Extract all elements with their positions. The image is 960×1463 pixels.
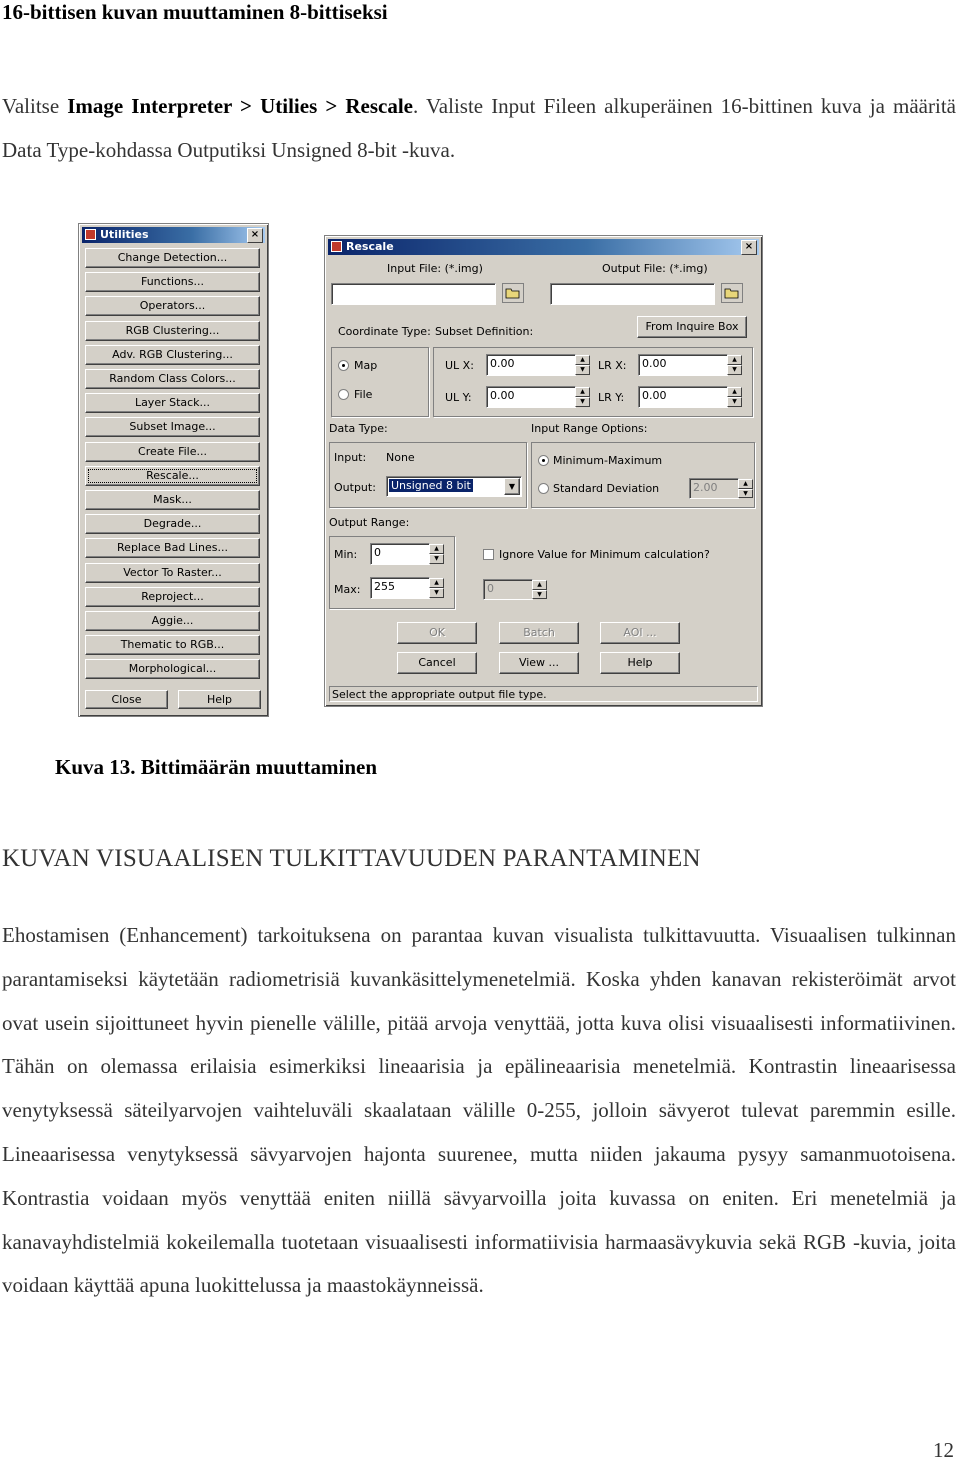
map-label: Map	[354, 359, 378, 372]
input-file-label: Input File: (*.img)	[387, 262, 483, 275]
stddev-label: Standard Deviation	[553, 482, 660, 495]
uly-input[interactable]: 0.00	[486, 386, 576, 408]
utilities-title: Utilities	[100, 228, 149, 241]
page-number: 12	[933, 1438, 954, 1462]
utilities-item-adv-rgb-clustering[interactable]: Adv. RGB Clustering...	[85, 345, 260, 365]
rescale-title: Rescale	[346, 240, 394, 253]
rescale-window	[324, 235, 763, 707]
output-file-field[interactable]	[550, 283, 715, 305]
max-label: Max:	[334, 583, 361, 596]
lrx-label: LR X:	[598, 359, 627, 372]
min-label: Min:	[334, 548, 358, 561]
lry-label: LR Y:	[598, 391, 625, 404]
section-heading: 16-bittisen kuvan muuttaminen 8-bittiseksi	[2, 0, 388, 24]
close-button[interactable]: Close	[85, 690, 168, 709]
chevron-down-icon[interactable]: ▼	[504, 478, 520, 495]
ulx-label: UL X:	[445, 359, 474, 372]
utilities-item-reproject[interactable]: Reproject...	[85, 587, 260, 607]
min-stepper[interactable]: ▲ ▼	[429, 544, 444, 564]
ok-button[interactable]: OK	[397, 622, 477, 644]
folder-open-icon[interactable]	[721, 283, 743, 303]
stddev-input[interactable]: 2.00	[689, 478, 739, 499]
output-type-selected: Unsigned 8 bit	[391, 479, 471, 492]
close-icon[interactable]: ×	[741, 240, 757, 255]
close-icon[interactable]: ×	[247, 228, 263, 243]
utilities-item-create-file[interactable]: Create File...	[85, 442, 260, 462]
lrx-input[interactable]: 0.00	[638, 354, 728, 376]
lry-stepper[interactable]: ▲ ▼	[727, 387, 742, 407]
max-stepper[interactable]: ▲ ▼	[429, 578, 444, 598]
utilities-item-mask[interactable]: Mask...	[85, 490, 260, 510]
menu-path: Image Interpreter > Utilies > Rescale	[67, 94, 414, 118]
input-file-field[interactable]	[331, 283, 496, 305]
ulx-stepper[interactable]: ▲ ▼	[575, 355, 590, 375]
figure-caption: Kuva 13. Bittimäärän muuttaminen	[55, 755, 378, 779]
intro-paragraph	[2, 84, 956, 172]
utilities-item-replace-bad-lines[interactable]: Replace Bad Lines...	[85, 538, 260, 558]
input-range-label: Input Range Options:	[531, 422, 648, 435]
aoi-button[interactable]: AOI ...	[600, 622, 680, 644]
status-bar: Select the appropriate output file type.	[329, 686, 758, 702]
utilities-window	[78, 223, 269, 717]
input-type-value: None	[386, 451, 415, 464]
output-label: Output:	[334, 481, 376, 494]
utilities-item-aggie[interactable]: Aggie...	[85, 611, 260, 631]
rescale-titlebar	[328, 239, 759, 255]
app-icon	[331, 241, 342, 252]
ignore-value-label: Ignore Value for Minimum calculation?	[499, 548, 710, 561]
help-button[interactable]: Help	[600, 652, 680, 674]
utilities-item-vector-to-raster[interactable]: Vector To Raster...	[85, 563, 260, 583]
uly-label: UL Y:	[445, 391, 472, 404]
utilities-item-change-detection[interactable]: Change Detection...	[85, 248, 260, 268]
lrx-stepper[interactable]: ▲ ▼	[727, 355, 742, 375]
batch-button[interactable]: Batch	[499, 622, 579, 644]
utilities-item-operators[interactable]: Operators...	[85, 296, 260, 316]
utilities-item-thematic-to-rgb[interactable]: Thematic to RGB...	[85, 635, 260, 655]
utilities-item-functions[interactable]: Functions...	[85, 272, 260, 292]
utilities-item-rescale[interactable]: Rescale...	[85, 466, 260, 486]
ulx-input[interactable]: 0.00	[486, 354, 576, 376]
input-label: Input:	[334, 451, 367, 464]
output-range-label: Output Range:	[329, 516, 410, 529]
minmax-label: Minimum-Maximum	[553, 454, 663, 467]
section-heading-2: KUVAN VISUAALISEN TULKITTAVUUDEN PARANTAMINEN	[2, 845, 701, 872]
subset-definition-label: Subset Definition:	[435, 325, 534, 338]
utilities-titlebar	[82, 227, 265, 243]
utilities-item-degrade[interactable]: Degrade...	[85, 514, 260, 534]
from-inquire-box-button[interactable]: From Inquire Box	[637, 316, 747, 338]
file-radio[interactable]	[338, 389, 349, 400]
help-button[interactable]: Help	[178, 690, 261, 709]
data-type-label: Data Type:	[329, 422, 388, 435]
ignore-value-stepper[interactable]: ▲ ▼	[532, 580, 547, 599]
minmax-radio[interactable]	[538, 455, 549, 466]
utilities-item-rgb-clustering[interactable]: RGB Clustering...	[85, 321, 260, 341]
utilities-item-layer-stack[interactable]: Layer Stack...	[85, 393, 260, 413]
lry-input[interactable]: 0.00	[638, 386, 728, 408]
stddev-stepper[interactable]: ▲ ▼	[738, 479, 753, 498]
intro-text-2: . Valiste Input Fileen alkuperäinen 16-bittinen kuva ja määritä Data Type-kohdassa Outputiksi Unsigned 8-bit -kuva.	[2, 94, 956, 162]
map-radio[interactable]	[338, 360, 349, 371]
min-input[interactable]: 0	[370, 543, 430, 565]
coordinate-type-group	[331, 347, 429, 417]
ignore-value-input[interactable]: 0	[483, 579, 533, 600]
stddev-radio[interactable]	[538, 483, 549, 494]
ignore-value-checkbox[interactable]	[483, 549, 494, 560]
view-button[interactable]: View ...	[499, 652, 579, 674]
body-paragraph: Ehostamisen (Enhancement) tarkoituksena on parantaa kuvan visualista tulkittavuutta. Visuaalisen tulkinnan parantamiseksi käytetään radiometrisiä kuvankäsittelymenetelmiä. Koska yhden kanavan rekisteröimät arvot ovat usein sijoittuneet hyvin pienelle välille, pitää arvoja venyttää, jotta kuva olisi visuaalisesti informatiivinen. Tähän on olemassa erilaisia esimerkiksi lineaarisia ja epälineaarisia menetelmiä. Kontrastin lineaarisessa venytyksessä säteilyarvojen vaihteluväli skaalataan välille 0-255, jolloin sävyerot tulevat paremmin esille. Lineaarisessa venytyksessä sävyarvojen hajonta suurenee, mutta niiden jakauma pysyy samanmuotoisena. Kontrastia voidaan myös venyttää eniten niillä sävyarvoilla joita kuvassa on eniten. Eri menetelmiä ja kanavayhdistelmiä kokeilemalla tuotetaan visuaalisesti informatiivisia harmaasävykuvia sekä RGB -kuvia, joita voidaan käyttää apuna luokittelussa ja maastokäynneissä.	[2, 923, 956, 1298]
utilities-item-subset-image[interactable]: Subset Image...	[85, 417, 260, 437]
coordinate-type-label: Coordinate Type:	[338, 325, 431, 338]
uly-stepper[interactable]: ▲ ▼	[575, 387, 590, 407]
app-icon	[85, 229, 96, 240]
intro-text-1: Valitse	[2, 94, 68, 118]
utilities-item-random-class-colors[interactable]: Random Class Colors...	[85, 369, 260, 389]
folder-open-icon[interactable]	[502, 283, 524, 303]
output-type-select[interactable]	[386, 476, 522, 497]
cancel-button[interactable]: Cancel	[397, 652, 477, 674]
file-label: File	[354, 388, 373, 401]
max-input[interactable]: 255	[370, 577, 430, 599]
output-file-label: Output File: (*.img)	[602, 262, 708, 275]
utilities-item-morphological[interactable]: Morphological...	[85, 659, 260, 679]
